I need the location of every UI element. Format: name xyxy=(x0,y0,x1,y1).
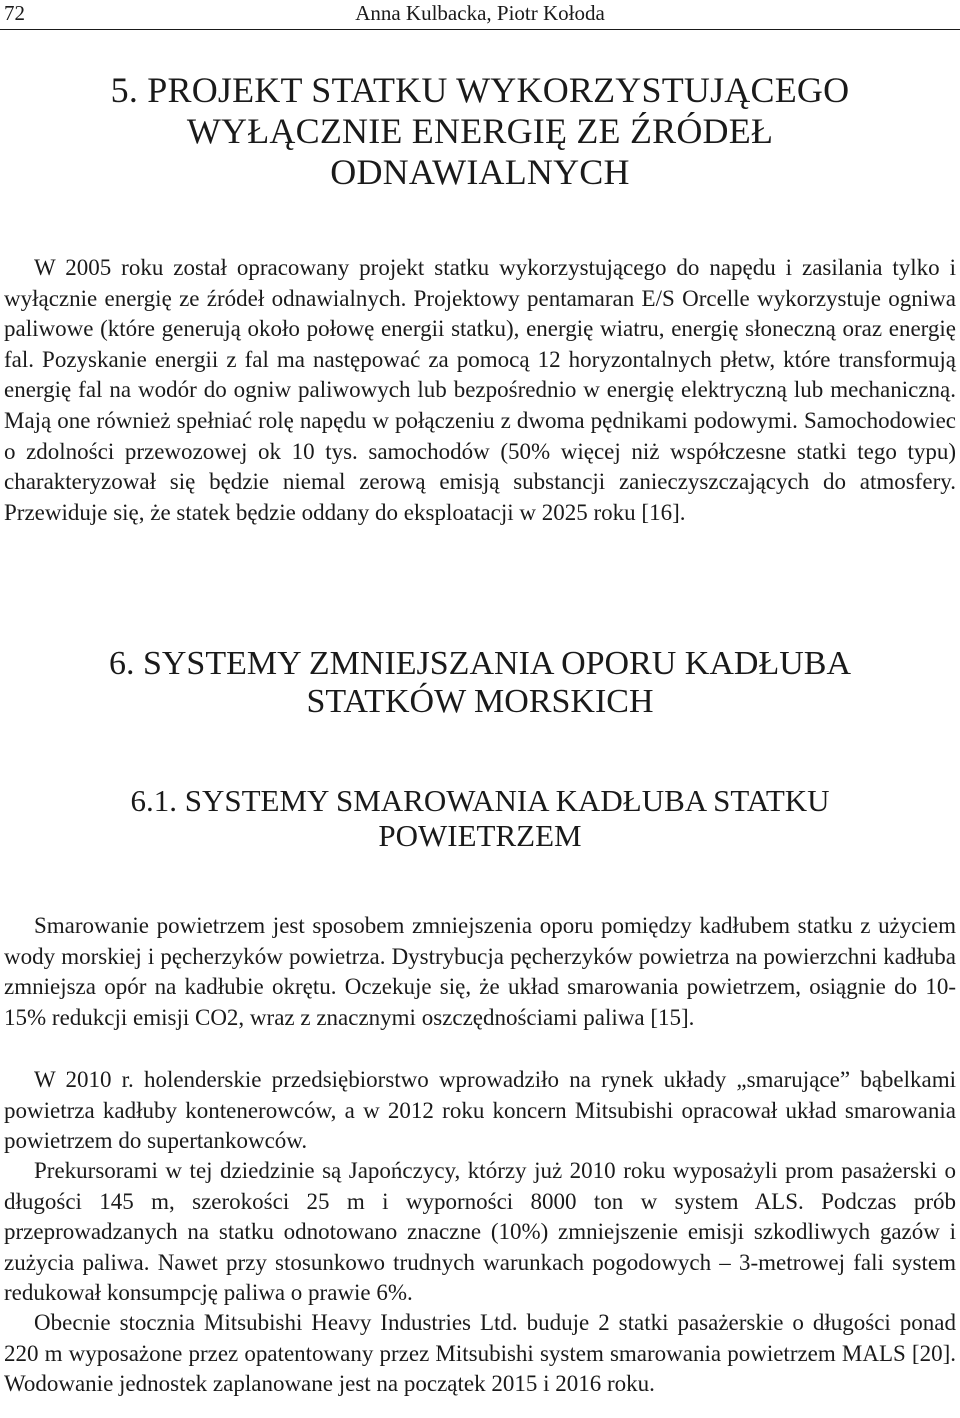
section-6-heading-line: 6. SYSTEMY ZMNIEJSZANIA OPORU KADŁUBA xyxy=(108,645,852,682)
section-5-heading-line: ODNAWIALNYCH xyxy=(330,152,630,192)
section-5-heading-line: 5. PROJEKT STATKU WYKORZYSTUJĄCEGO xyxy=(110,70,850,110)
section-6-heading-line: STATKÓW MORSKICH xyxy=(306,683,654,720)
section-6-1-heading-line: 6.1. SYSTEMY SMAROWANIA KADŁUBA STATKU xyxy=(130,783,830,818)
section-6-1-paragraph: Prekursorami w tej dziedzinie są Japończycy, którzy już 2010 roku wyposażyli prom pasażerski o długości 145 m, szerokości 25 m i wyporności 8000 ton w system ALS. Podczas prób przeprowadzanych na statku odnotowano znaczne (10%) zmniejszenie emisji szkodliwych gazów i zużycia paliwa. Nawet przy stosunkowo trudnych warunkach pogodowych – 3-metrowej fali system redukował konsumpcję paliwa o prawie 6%. xyxy=(4,1158,956,1306)
header-rule xyxy=(0,29,960,30)
section-5-heading xyxy=(0,70,960,193)
running-title: Anna Kulbacka, Piotr Kołoda xyxy=(355,1,605,25)
section-6-1-paragraph: Obecnie stocznia Mitsubishi Heavy Industries Ltd. buduje 2 statki pasażerskie o długości ponad 220 m wyposażone przez opatentowany przez Mitsubishi system smarowania powietrzem MALS [20]. Wodowanie jednostek zaplanowane jest na początek 2015 i 2016 roku. xyxy=(4,1310,956,1397)
section-6-1-paragraph: W 2010 r. holenderskie przedsiębiorstwo wprowadziło na rynek układy „smarujące” bąbelkami powietrza kadłuby kontenerowców, a w 2012 roku koncern Mitsubishi opracował układ smarowania powietrzem do supertankowców. xyxy=(4,1067,956,1154)
section-6-1-heading xyxy=(0,783,960,853)
page-number: 72 xyxy=(4,1,25,25)
section-6-heading xyxy=(0,645,960,721)
section-5-paragraph: W 2005 roku został opracowany projekt statku wykorzystującego do napędu i zasilania tylko i wyłącznie energię ze źródeł odnawialnych. Projektowy pentamaran E/S Orcelle wykorzystuje ogniwa paliwowe (które generują około połowę energii statku), energię wiatru, energię słoneczną oraz energię fal. Pozyskanie energii z fal ma następować za pomocą 12 horyzontalnych płetw, które transformują energię fal na wodór do ogniw paliwowych lub bezpośrednio w energię elektryczną lub mechaniczną. Mają one również spełniać rolę napędu w połączeniu z dwoma pędnikami podowymi. Samochodowiec o zdolności przewozowej ok 10 tys. samochodów (50% więcej niż współczesne statki tego typu) charakteryzował się będzie niemal zerową emisją substancji zanieczyszczających do atmosfery. Przewiduje się, że statek będzie oddany do eksploatacji w 2025 roku [16]. xyxy=(4,255,956,525)
section-6-1-paragraph: Smarowanie powietrzem jest sposobem zmniejszenia oporu pomiędzy kadłubem statku z użyciem wody morskiej i pęcherzyków powietrza. Dystrybucja pęcherzyków powietrza na powierzchni kadłuba zmniejsza opór na kadłubie okrętu. Oczekuje się, że układ smarowania powietrzem, osiągnie do 10-15% redukcji emisji CO2, wraz z znacznymi oszczędnościami paliwa [15]. xyxy=(4,913,956,1030)
section-5-heading-line: WYŁĄCZNIE ENERGIĘ ZE ŹRÓDEŁ xyxy=(186,111,774,151)
page-header xyxy=(0,0,960,30)
section-6-1-heading-line: POWIETRZEM xyxy=(378,818,582,853)
